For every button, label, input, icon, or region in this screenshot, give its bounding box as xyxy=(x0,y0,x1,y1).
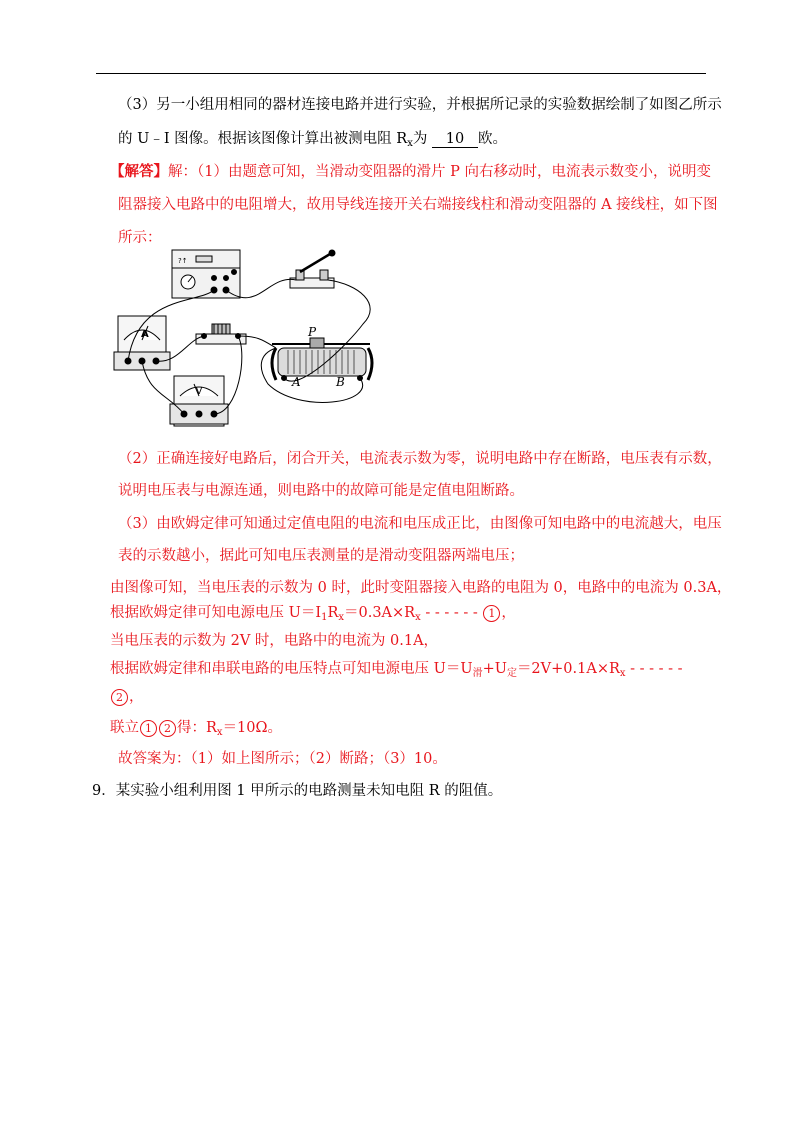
solution-line2: 阻器接入电路中的电阻增大，故用导线连接开关右端接线柱和滑动变阻器的 A 接线柱，如下图 xyxy=(118,197,718,213)
rheostat xyxy=(278,348,366,376)
q3-answer-blank: 10 xyxy=(432,131,478,148)
solution-tag: 【解答】 xyxy=(110,163,168,180)
ammeter-label: A xyxy=(141,329,149,340)
label-a: A xyxy=(292,375,301,389)
q3-line1: （3）另一小组用相同的器材连接电路并进行实验，并根据所记录的实验数据绘制了如图乙所示 xyxy=(118,97,722,113)
solution-p3-line1: （3）由欧姆定律可知通过定值电阻的电流和电压成正比，由图像可知电路中的电流越大，电压 xyxy=(118,516,722,532)
header-rule xyxy=(96,73,706,74)
solution-p3-line3: 由图像可知，当电压表的示数为 0 时，此时变阻器接入电路的电阻为 0，电路中的电流为 0.3A， xyxy=(110,580,732,596)
solution-final-answer: 故答案为：（1）如上图所示；（2）断路；（3）10。 xyxy=(118,751,447,767)
solution-p3-line6: 根据欧姆定律和串联电路的电压特点可知电源电压 $U=U_滑+U_定=2V+0.1A\times R_x$ - - - - - - xyxy=(110,661,683,679)
svg-text:?↑: ?↑ xyxy=(178,257,188,265)
circled-number-1: 1 xyxy=(483,605,500,622)
solution-p2-line2: 说明电压表与电源连通，则电路中的故障可能是定值电阻断路。 xyxy=(118,483,524,499)
switch-lever xyxy=(300,254,330,272)
circuit-diagram xyxy=(108,244,378,428)
voltmeter-label: V xyxy=(196,387,203,397)
solution-line1: 【解答】解：（1）由题意可知，当滑动变阻器的滑片 P 向右移动时，电流表示数变小，说明变 xyxy=(110,163,711,180)
solution-p3-line7: 2 ， xyxy=(110,687,144,707)
label-b: B xyxy=(336,375,345,389)
label-p: P xyxy=(308,325,317,339)
solution-p3-line8: 联立 1 2 得：$R_x=10\Omega$。 xyxy=(110,720,283,738)
solution-p2-line1: （2）正确连接好电路后，闭合开关，电流表示数为零，说明电路中存在断路，电压表有示数， xyxy=(118,451,722,467)
circled-number-2: 2 xyxy=(159,720,176,737)
circled-number-2: 2 xyxy=(111,689,128,706)
solution-p3-line2: 表的示数越小，据此可知电压表测量的是滑动变阻器两端电压； xyxy=(118,548,524,564)
solution-p3-line5: 当电压表的示数为 2V 时，电路中的电流为 0.1A， xyxy=(110,633,439,649)
circled-number-1: 1 xyxy=(140,720,157,737)
solution-p3-line4: 根据欧姆定律可知电源电压 $U=I_1R_x=0.3A\times R_x$ - - - - - - 1 ， xyxy=(110,605,516,623)
q9-text: 9．某实验小组利用图 1 甲所示的电路测量未知电阻 R 的阻值。 xyxy=(92,783,503,799)
q3-line2: 的 U﹣I 图像。根据该图像计算出被测电阻 $R_x$为 10 欧。 xyxy=(118,131,507,149)
solution-line3: 所示： xyxy=(118,230,162,246)
rheostat-slider xyxy=(310,338,324,348)
